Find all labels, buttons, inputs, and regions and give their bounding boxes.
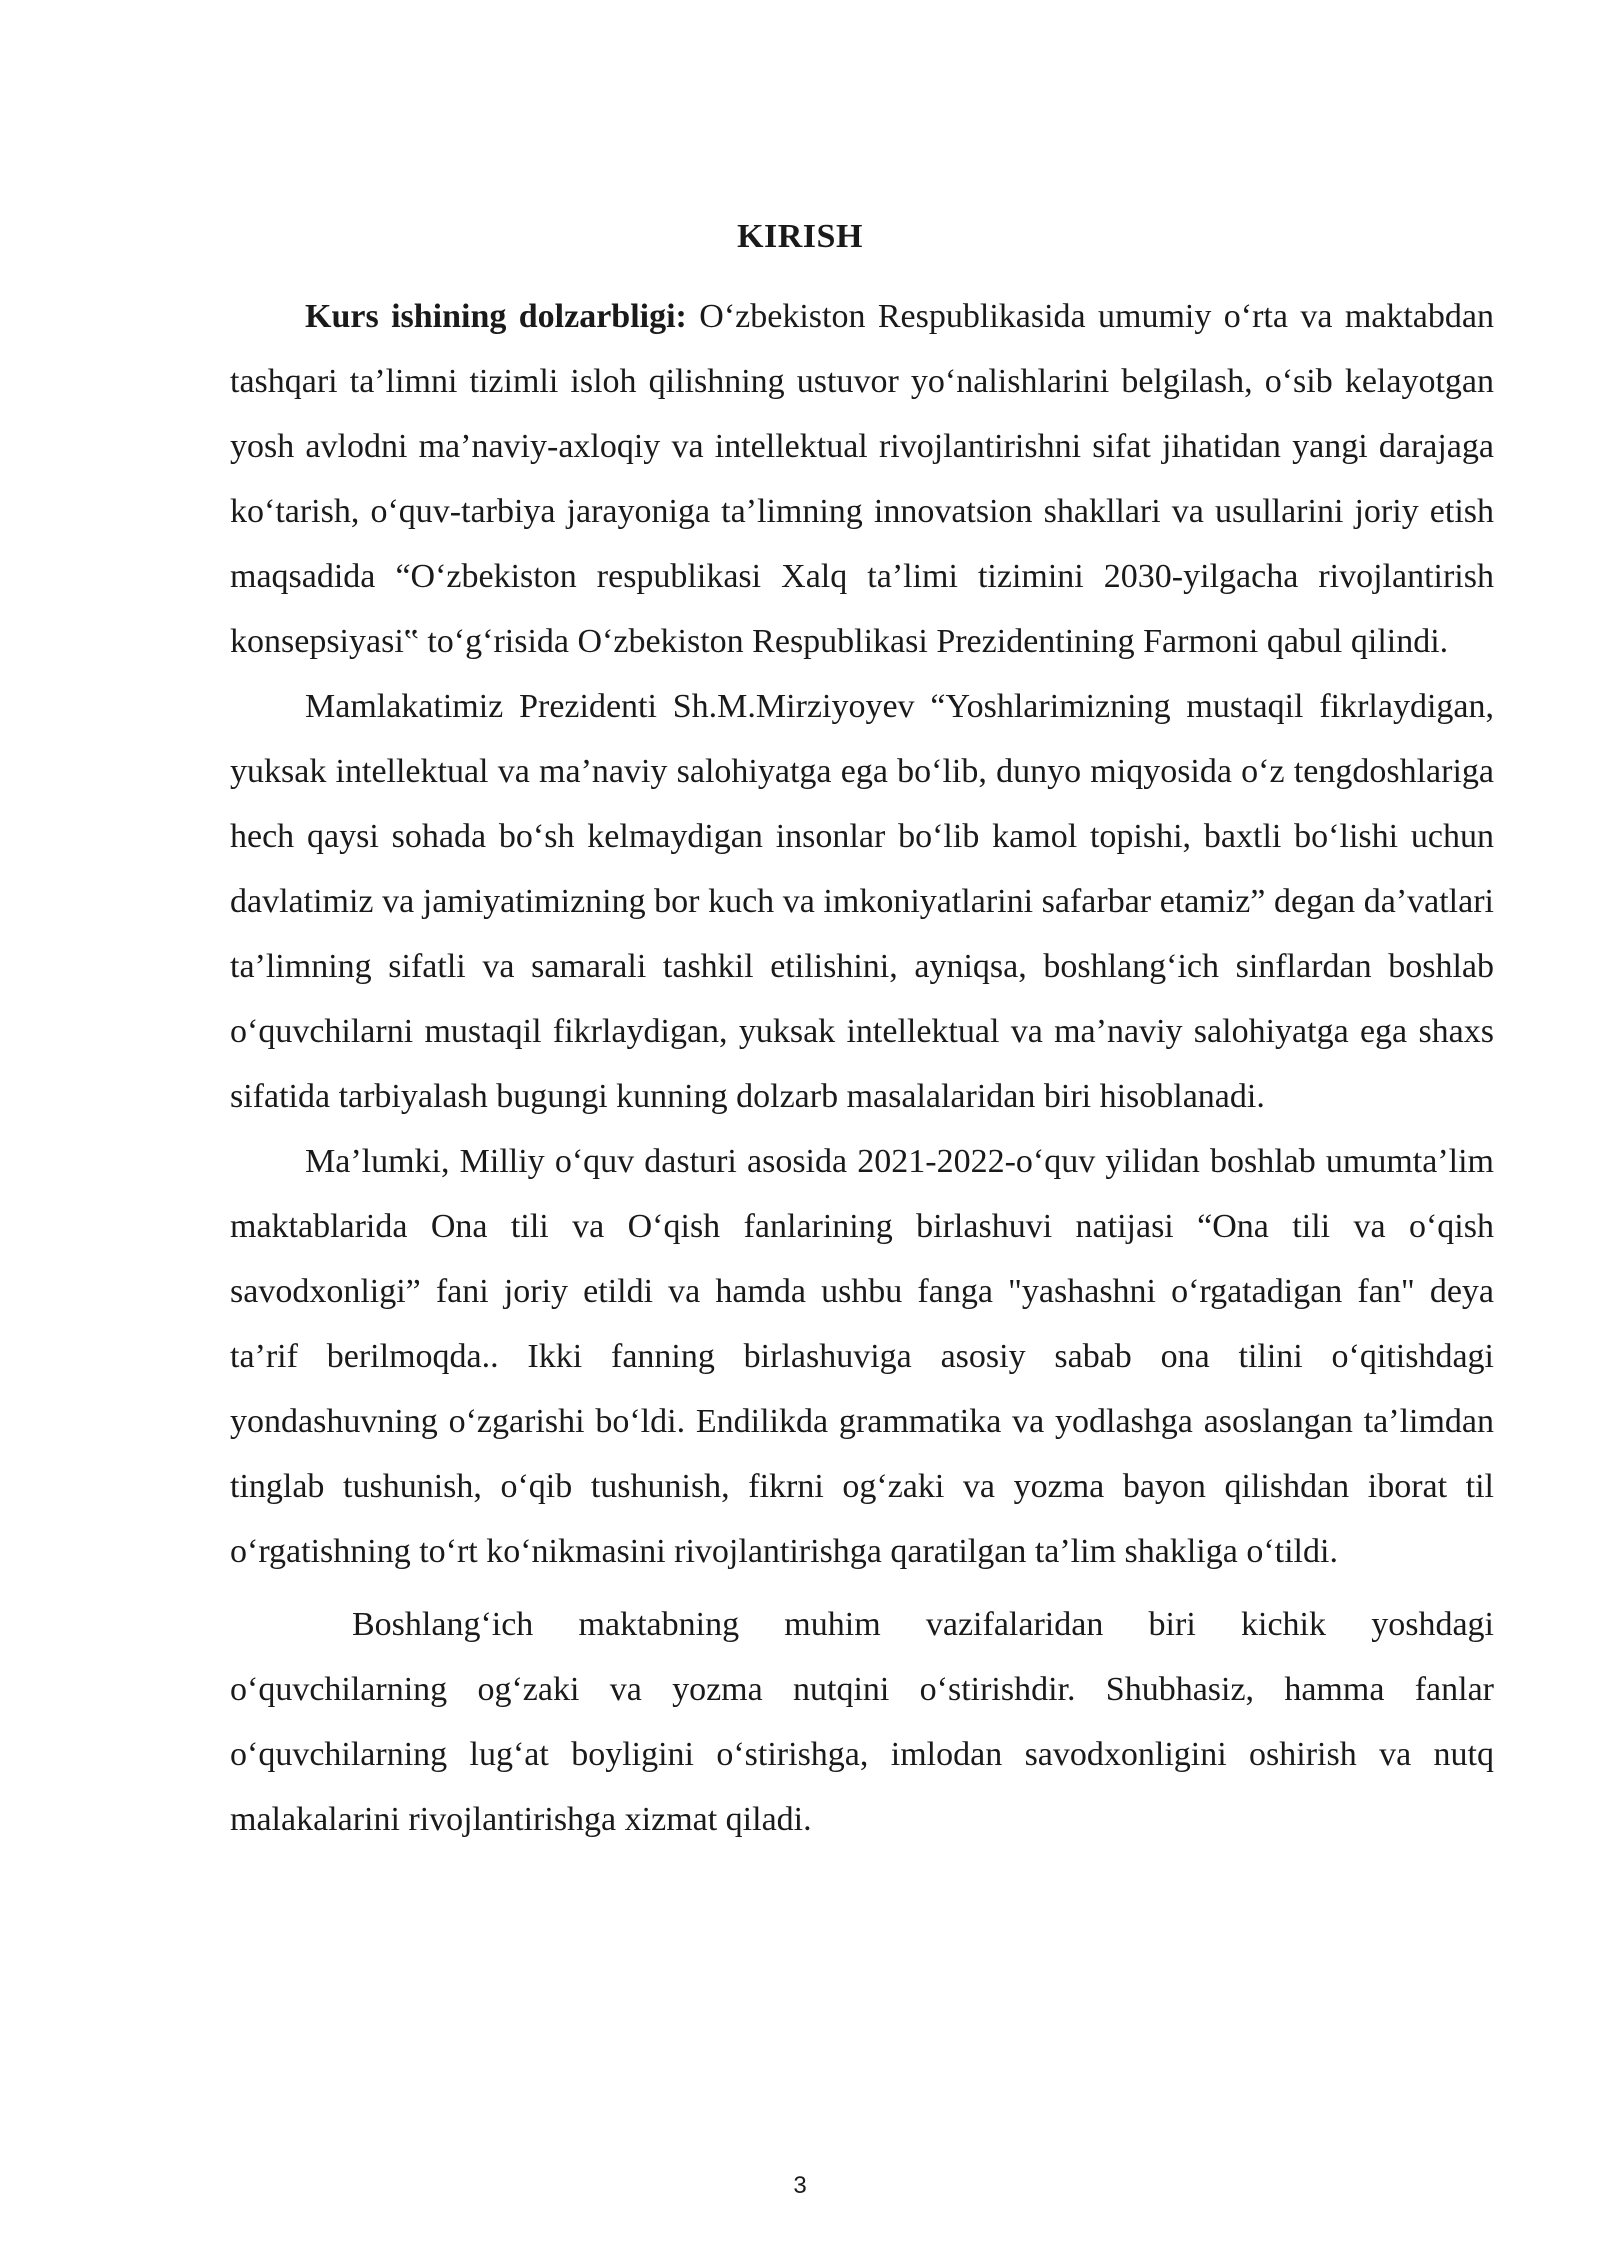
paragraph-curriculum: Ma’lumki, Milliy o‘quv dasturi asosida 2021-2022-o‘quv yilidan boshlab umumta’lim maktablarida Ona tili va O‘qish fanlarining birlashuvi natijasi “Ona tili va o‘qish savodxonligi” fani joriy etildi va hamda ushbu fanga "yashashni o‘rgatadigan fan" deya ta’rif berilmoqda.. Ikki fanning birlashuviga asosiy sabab ona tilini o‘qitishdagi yondashuvning o‘zgarishi bo‘ldi. Endilikda grammatika va yodlashga asoslangan ta’limdan tinglab tushunish, o‘qib tushunish, fikrni og‘zaki va yozma bayon qilishdan iborat til o‘rgatishning to‘rt ko‘nikmasini rivojlantirishga qaratilgan ta’lim shakliga o‘tildi. — [230, 1143, 1494, 1570]
page-title: KIRISH — [737, 218, 863, 255]
paragraph-lead: Kurs ishining dolzarbligi: — [305, 298, 687, 335]
paragraph-relevance — [230, 284, 1494, 674]
paragraph-president-quote: Mamlakatimiz Prezidenti Sh.M.Mirziyoyev “Yoshlarimizning mustaqil fikrlaydigan, yuksak intellektual va ma’naviy salohiyatga ega bo‘lib, dunyo miqyosida o‘z tengdoshlariga hech qaysi sohada bo‘sh kelmaydigan insonlar bo‘lib kamol topishi, baxtli bo‘lishi uchun davlatimiz va jamiyatimizning bor kuch va imkoniyatlarini safarbar etamiz” degan da’vatlari ta’limning sifatli va samarali tashkil etilishini, ayniqsa, boshlang‘ich sinflardan boshlab o‘quvchilarni mustaqil fikrlaydigan, yuksak intellektual va ma’naviy salohiyatga ega shaxs sifatida tarbiyalash bugungi kunning dolzarb masalalaridan biri hisoblanadi. — [230, 688, 1494, 1115]
document-body — [230, 284, 1494, 1852]
paragraph-primary-school: Boshlang‘ich maktabning muhim vazifalaridan biri kichik yoshdagi o‘quvchilarning og‘zaki va yozma nutqini o‘stirishdir. Shubhasiz, hamma fanlar o‘quvchilarning lug‘at boyligini o‘stirishga, imlodan savodxonligini oshirish va nutq malakalarini rivojlantirishga xizmat qiladi. — [230, 1606, 1494, 1838]
page-number: 3 — [793, 2172, 807, 2199]
paragraph-text: O‘zbekiston Respublikasida umumiy o‘rta va maktabdan tashqari ta’limni tizimli isloh qilishning ustuvor yo‘nalishlarini belgilash, o‘sib kelayotgan yosh avlodni ma’naviy-axloqiy va intellektual rivojlantirishni sifat jihatidan yangi darajaga ko‘tarish, o‘quv-tarbiya jarayoniga ta’limning innovatsion shakllari va usullarini joriy etish maqsadida “O‘zbekiston respublikasi Xalq ta’limi tizimini 2030-yilgacha rivojlantirish konsepsiyasi‟ to‘g‘risida O‘zbekiston Respublikasi Prezidentining Farmoni qabul qilindi. — [230, 298, 1494, 660]
